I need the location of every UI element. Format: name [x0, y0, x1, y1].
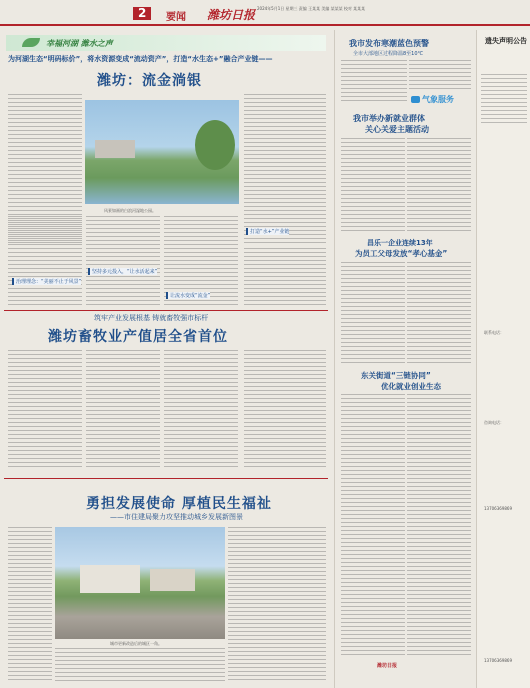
article1-body-col4b	[244, 248, 326, 306]
article1-photo	[85, 100, 239, 204]
highlight-1: 治理理念：“美丽不止于风景”	[12, 278, 81, 285]
highlight-2: 坚持多元投入，“让水活起来”	[88, 268, 157, 275]
notice-phone-2: 13706369869	[484, 658, 512, 663]
brief4-title-b: 优化就业创业生态	[381, 382, 441, 391]
page-number: 2	[133, 7, 151, 20]
article1-body-col2	[86, 216, 160, 306]
article2-title: 潍坊畜牧业产值居全省首位	[48, 329, 228, 345]
article3-body-col3	[228, 527, 326, 683]
article2-body-col3	[164, 350, 238, 470]
photo2-caption: 城市更新改造后的城区一角。	[110, 641, 162, 646]
article3-subtitle: ——市住建局聚力攻坚推动城乡发展新图景	[110, 513, 243, 521]
highlight-3: 让流水变成“流金”	[166, 292, 210, 299]
brief2-title-b: 关心关爱主题活动	[365, 125, 429, 134]
brief1-body-right	[409, 60, 471, 90]
weather-tag-label: 气象服务	[422, 95, 454, 104]
brief2-body-left	[341, 138, 405, 232]
highlight-4: 打造“水+”产业链	[246, 228, 289, 235]
leaf-icon	[22, 38, 40, 47]
article2-body-col1	[8, 350, 82, 470]
brief1-body-left	[341, 60, 407, 104]
brief3-title-a: 昌乐一企业连续13年	[367, 239, 433, 247]
brief3-title-b: 为员工父母发放“孝心基金”	[355, 249, 448, 258]
weather-icon	[411, 96, 420, 103]
brief2-body-right	[407, 138, 471, 232]
photo1-caption: 风景如画的白浪河湿地公园。	[104, 208, 156, 213]
section-divider-2	[4, 478, 328, 479]
article2-body-col4	[244, 350, 326, 470]
newspaper-logo: 潍坊日报	[207, 8, 256, 22]
section-divider-1	[4, 310, 328, 311]
notices-column	[476, 30, 530, 688]
article1-subtitle: 为河湖生态“明码标价”，将水资源变成“流动资产”，打造“水生态+”融合产业链——	[8, 55, 273, 63]
article1-body-col1b	[8, 216, 82, 306]
section-label: 要闻	[166, 12, 186, 23]
article3-title: 勇担发展使命 厚植民生福祉	[86, 496, 272, 512]
page-header	[0, 0, 530, 26]
brief2-title-a: 我市举办新就业群体	[353, 114, 425, 123]
notices-body-1	[481, 74, 527, 124]
article2-body-col2	[86, 350, 160, 470]
issue-info: 2024年5月1日 星期三 责编 王某某 美编 某某某 校对 某某某	[257, 6, 366, 11]
brief1-title: 我市发布寒潮蓝色预警	[349, 39, 429, 48]
brief4-body-right	[407, 394, 471, 658]
column-banner	[6, 35, 326, 51]
weather-tag	[411, 94, 454, 105]
notice-phone-label-2: 咨询电话：	[484, 420, 504, 425]
brief3-body-left	[341, 262, 405, 364]
brief4-title-a: 东关街道“三链协同”	[361, 371, 431, 380]
brief1-subtitle: 全市大部地区过程降温8至10℃	[353, 51, 424, 57]
notice-phone-label-1: 联系电话：	[484, 330, 504, 335]
notice-phone-1: 13706369869	[484, 506, 512, 511]
article3-body-col1	[8, 527, 52, 683]
article2-kicker: 筑牢产业发展根基 铸就畜牧强市标杆	[94, 314, 209, 322]
building-shape	[95, 140, 135, 158]
building-shape	[150, 569, 195, 591]
article1-body-col4	[244, 94, 326, 244]
building-shape	[80, 565, 140, 593]
news-column	[334, 30, 474, 688]
brief3-body-right	[407, 262, 471, 364]
tree-shape	[195, 120, 235, 170]
banner-title: 幸福河湖 潍水之声	[46, 39, 113, 48]
article3-body-bottom	[55, 648, 225, 683]
brief5-title: 潍坊日报	[377, 663, 398, 669]
article1-title: 潍坊：流金淌银	[97, 73, 202, 89]
notices-title: 遗失声明公告	[485, 37, 527, 45]
article3-photo	[55, 527, 225, 639]
main-column	[0, 30, 332, 688]
brief4-body-left	[341, 394, 405, 658]
